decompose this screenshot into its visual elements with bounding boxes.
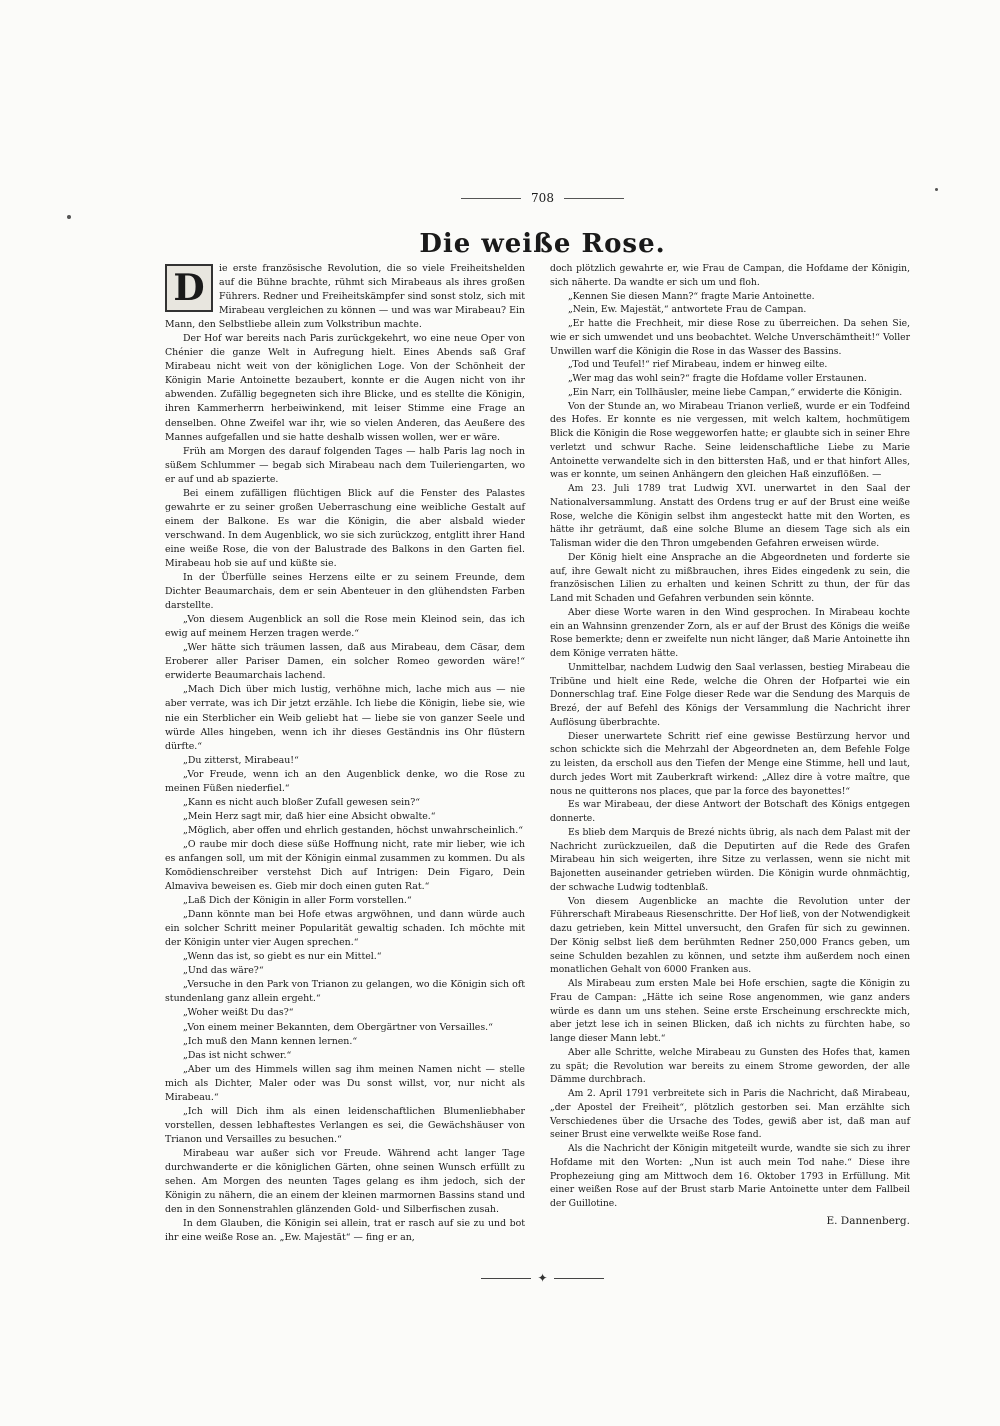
left-column [165, 262, 525, 1245]
paragraph [165, 683, 525, 753]
drop-cap-initial: D [165, 264, 213, 312]
paragraph [165, 1063, 525, 1105]
paragraph-text: Am 2. April 1791 verbreitete sich in Paris die Nachricht, daß Mirabeau, „der Apostel der Freiheit“, plötzlich gestorben sei. Man erzählte sich Verschiedenes über die Ursache des Todes, gewiß aber ist, daß man auf seiner Brust eine verwelkte weiße Rose fand. [550, 1088, 910, 1141]
paragraph-text: „Tod und Teufel!“ rief Mirabeau, indem er hinweg eilte. [568, 359, 828, 371]
paragraph-text: ie erste französische Revolution, die so viele Freiheitshelden auf die Bühne brachte, rühmt sich Mirabeaus als ihres großen Führers. Redner und Freiheitskämpfer sind sonst stolz, sich mit Mirabeau vergleichen zu können — und was war Mirabeau? Ein Mann, den Selbstliebe allein zum Volkstribun machte. [165, 263, 525, 331]
paragraph-text: „Vor Freude, wenn ich an den Augenblick denke, wo die Rose zu meinen Füßen niederfiel.“ [165, 768, 525, 794]
paragraph-text: „Ein Narr, ein Tollhäusler, meine liebe Campan,“ erwiderte die Königin. [568, 386, 903, 398]
paragraph [165, 487, 525, 571]
paragraph-text: Als Mirabeau zum ersten Male bei Hofe erschien, sagte die Königin zu Frau de Campan: „Hätte ich seine Rose angenommen, wie ganz anders würde es dann um uns stehen. Seine erste Erscheinung erschreckte mich, aber jetzt lese ich in seinen Blicken, daß ich nichts zu fürchten habe, so lange dieser Mann lebt.“ [550, 978, 910, 1044]
paragraph [165, 838, 525, 894]
scan-speck [67, 215, 71, 219]
paragraph-text: Der König hielt eine Ansprache an die Abgeordneten und forderte sie auf, ihre Gewalt nicht zu mißbrauchen, ihres Eides eingedenk zu sein, die französischen Lilien zu erhalten und keinen Schritt zu thun, der für das Land mit Schaden und Gefahren verbunden sein könnte. [550, 551, 910, 604]
paragraph [165, 768, 525, 796]
paragraph [550, 895, 910, 978]
paragraph [550, 400, 910, 483]
paragraph-text: „Versuche in den Park von Trianon zu gelangen, wo die Königin sich oft stundenlang ganz allein ergeht.“ [165, 979, 525, 1005]
paragraph [550, 262, 910, 290]
paragraph-text: „Er hatte die Frechheit, mir diese Rose zu überreichen. Da sehen Sie, wie er sich umwendet und uns beobachtet. Welche Unverschämtheit!“ Voller Unwillen warf die Königin die Rose in das Wasser des Bassins. [550, 318, 910, 357]
paragraph [550, 372, 910, 386]
paragraph-text: Mirabeau war außer sich vor Freude. Während acht langer Tage durchwanderte er die königlichen Gärten, ohne seinen Wunsch erfüllt zu sehen. Am Morgen des neunten Tages gelang es ihm jedoch, sich der Königin zu nähern, die an einem der kleinen marmornen Bassins stand und den in den Sonnenstrahlen glänzenden Gold- und Silberfischen zusah. [165, 1147, 525, 1216]
paragraph-text: „O raube mir doch diese süße Hoffnung nicht, rate mir lieber, wie ich es anfangen soll, um mit der Königin einmal zusammen zu kommen. Du als Komödienschreiber verstehst Dich auf Intrigen: Dein Figaro, Dein Almaviva beweisen es. Gieb mir doch einen guten Rat.“ [165, 838, 525, 893]
paragraph-text: Unmittelbar, nachdem Ludwig den Saal verlassen, bestieg Mirabeau die Tribüne und hielt eine Rede, welche die Ohren der Hofpartei wie ein Donnerschlag traf. Eine Folge dieser Rede war die Sendung des Marquis de Brezé, der auf Befehl des Königs der Versammlung die Nachricht ihrer Auflösung überbrachte. [550, 661, 910, 728]
paragraph [550, 977, 910, 1046]
paragraph [165, 1049, 525, 1063]
paragraph [165, 796, 525, 810]
paragraph-text: „Mein Herz sagt mir, daß hier eine Absicht obwalte.“ [183, 810, 436, 822]
paragraph-text: „Wer mag das wohl sein?“ fragte die Hofdame voller Erstaunen. [568, 373, 867, 384]
paragraph [550, 317, 910, 358]
paragraph-text: „Ich muß den Mann kennen lernen.“ [183, 1035, 358, 1047]
paragraph [165, 1217, 525, 1245]
paragraph [550, 482, 910, 551]
paragraph [165, 950, 525, 964]
paragraph [550, 730, 910, 799]
paragraph-text: „Woher weißt Du das?“ [183, 1007, 294, 1019]
paragraph-text: „Ich will Dich ihm als einen leidenschaftlichen Blumenliebhaber vorstellen, dessen lebhaftestes Verlangen es sei, die Gewächshäuser von Trianon und Versailles zu besuchen.“ [165, 1105, 525, 1145]
paragraph [550, 1087, 910, 1142]
paragraph-text: Es blieb dem Marquis de Brezé nichts übrig, als nach dem Palast mit der Nachricht zurückzueilen, daß die Deputirten auf die Rede des Grafen Mirabeau hin sich weigerten, ihre Sitze zu verlassen, wenn sie nicht mit Bajonetten auseinander getrieben würden. Die Königin wurde ohnmächtig, der schwache Ludwig todtenblaß. [550, 826, 910, 893]
paragraph [165, 613, 525, 641]
paragraph [165, 571, 525, 613]
paragraph [165, 978, 525, 1006]
paragraph-text: In dem Glauben, die Königin sei allein, trat er rasch auf sie zu und bot ihr eine weiße Rose an. „Ew. Majestät“ — fing er an, [165, 1218, 525, 1244]
paragraph-text: Dieser unerwartete Schritt rief eine gewisse Bestürzung hervor und schon schickte sich die Mehrzahl der Abgeordneten an, dem Befehle Folge zu leisten, da erscholl aus den Tiefen der Menge eine Stimme, hell und laut, durch jedes Wort mit Zauberkraft wirkend: „Allez dire à votre maître, que nous ne quitterons nos places, que par la force des bayonettes!“ [550, 730, 910, 797]
paragraph-text: „Du zitterst, Mirabeau!“ [183, 754, 299, 766]
paragraph [165, 824, 525, 838]
paragraph-text: Der Hof war bereits nach Paris zurückgekehrt, wo eine neue Oper von Chénier die ganze Welt in Aufregung hielt. Eines Abends saß Graf Mirabeau nicht weit von der königlichen Loge. Von der Schönheit der Königin Marie Antoinette bezaubert, konnte er die Augen nicht von ihr abwenden. Zufällig begegneten sich ihre Blicke, und es stellte die Königin, ihren Kammerherrn herbeiwinkend, mit leiser Stimme eine Frage an denselben. Ohne Zweifel war ihr, wie so vielen Anderen, das Aeußere des Mannes aufgefallen und sie hatte deshalb wissen wollen, wer er wäre. [165, 333, 525, 443]
paragraph [165, 1035, 525, 1049]
paragraph-text: Von diesem Augenblicke an machte die Revolution unter der Führerschaft Mirabeaus Riesenschritte. Der Hof ließ, von der Notwendigkeit dazu getrieben, kein Mittel unversucht, den Grafen für sich zu gewinnen. Der König selbst ließ dem berühmten Redner 250,000 Francs geben, um seine Schulden bezahlen zu können, und setzte ihm außerdem noch einen monatlichen Gehalt von 6000 Franken aus. [550, 895, 910, 976]
paragraph-text: „Wenn das ist, so giebt es nur ein Mittel.“ [183, 951, 382, 963]
paragraph-text: „Und das wäre?“ [183, 965, 264, 977]
paragraph-text: „Möglich, aber offen und ehrlich gestanden, höchst unwahrscheinlich.“ [183, 824, 523, 836]
paragraph-text: „Wer hätte sich träumen lassen, daß aus Mirabeau, dem Cäsar, dem Eroberer aller Pariser Damen, ein solcher Romeo geworden wäre!“ erwiderte Beaumarchais lachend. [165, 642, 525, 682]
paragraph-text: Bei einem zufälligen flüchtigen Blick auf die Fenster des Palastes gewahrte er zu seiner großen Ueberraschung eine weibliche Gestalt auf einem der Balkone. Es war die Königin, die aber alsbald wieder verschwand. In dem Augenblick, wo sie sich zurückzog, entglitt ihrer Hand eine weiße Rose, die von der Balustrade des Balkons in den Garten fiel. Mirabeau hob sie auf und küßte sie. [165, 487, 525, 569]
right-column [550, 262, 910, 1229]
paragraph [165, 908, 525, 950]
paragraph-text: „Von diesem Augenblick an soll die Rose mein Kleinod sein, das ich ewig auf meinem Herzen tragen werde.“ [165, 614, 525, 640]
end-ornament: ✦ [165, 1271, 920, 1285]
page-number: 708 [165, 190, 920, 206]
paragraph-text: Aber alle Schritte, welche Mirabeau zu Gunsten des Hofes that, kamen zu spät; die Revolution war bereits zu einem Strome geworden, der alle Dämme durchbrach. [550, 1046, 910, 1086]
paragraph [550, 386, 910, 400]
paragraph-text: Es war Mirabeau, der diese Antwort der Botschaft des Königs entgegen donnerte. [550, 799, 910, 824]
paragraph [165, 964, 525, 978]
paragraph [550, 1142, 910, 1211]
paragraph [165, 445, 525, 487]
paragraph-text: doch plötzlich gewahrte er, wie Frau de Campan, die Hofdame der Königin, sich näherte. Da wandte er sich um und floh. [550, 263, 910, 288]
paragraph-text: „Dann könnte man bei Hofe etwas argwöhnen, und dann würde auch ein solcher Schritt meiner Popularität gewaltig schaden. Ich möchte mit der Königin unter vier Augen sprechen.“ [165, 909, 525, 949]
paragraph [550, 798, 910, 826]
paragraph-text: Aber diese Worte waren in den Wind gesprochen. In Mirabeau kochte ein an Wahnsinn grenzender Zorn, als er auf der Brust des Königs die weiße Rose bemerkte; denn er zweifelte nun nicht länger, daß Marie Antoinette ihn dem Könige verraten hätte. [550, 606, 910, 659]
paragraph-text: „Aber um des Himmels willen sag ihm meinen Namen nicht — stelle mich als Dichter, Maler oder was Du sonst willst, vor, nur nicht als Mirabeau.“ [165, 1063, 525, 1103]
paragraph [165, 754, 525, 768]
paragraph [550, 606, 910, 661]
paragraph [165, 894, 525, 908]
scan-speck [935, 188, 938, 191]
paragraph [165, 1006, 525, 1020]
paragraph [165, 810, 525, 824]
paragraph [165, 1105, 525, 1147]
paragraph-text: Früh am Morgen des darauf folgenden Tages — halb Paris lag noch in süßem Schlummer — begab sich Mirabeau nach dem Tuileriengarten, wo er auf und ab spazierte. [165, 445, 525, 485]
paragraph [550, 358, 910, 372]
paragraph [165, 262, 525, 332]
paragraph [165, 1147, 525, 1217]
author-signature: E. Dannenberg. [826, 1214, 910, 1227]
paragraph [165, 641, 525, 683]
paragraph-text: „Von einem meiner Bekannten, dem Obergärtner von Versailles.“ [183, 1021, 493, 1033]
paragraph-text: „Kennen Sie diesen Mann?“ fragte Marie Antoinette. [568, 290, 815, 302]
paragraph [550, 290, 910, 304]
paragraph [165, 332, 525, 444]
paragraph [550, 1046, 910, 1087]
article-title: Die weiße Rose. [419, 229, 666, 259]
paragraph [550, 661, 910, 730]
paragraph-text: „Das ist nicht schwer.“ [183, 1049, 292, 1061]
paragraph [165, 1021, 525, 1035]
paragraph [550, 303, 910, 317]
paragraph [550, 826, 910, 895]
paragraph [550, 551, 910, 606]
paragraph-text: Am 23. Juli 1789 trat Ludwig XVI. unerwartet in den Saal der Nationalversammlung. Anstatt des Ordens trug er auf der Brust eine weiße Rose, welche die Königin selbst ihm angesteckt hatte mit den Worten, es hätte ihr geträumt, daß eine solche Blume an diesem Tage sich als ein Talisman wider die den Thron umgebenden Gefahren erweisen würde. [550, 483, 910, 549]
paragraph-text: In der Überfülle seines Herzens eilte er zu seinem Freunde, dem Dichter Beaumarchais, dem er sein Abenteuer in den glühendsten Farben darstellte. [165, 572, 525, 612]
paragraph-text: Als die Nachricht der Königin mitgeteilt wurde, wandte sie sich zu ihrer Hofdame mit den Worten: „Nun ist auch mein Tod nahe.“ Diese ihre Prophezeiung ging am Mittwoch dem 16. Oktober 1793 in Erfüllung. Mit einer weißen Rose auf der Brust starb Marie Antoinette unter dem Fallbeil der Guillotine. [550, 1143, 910, 1209]
paragraph-text: „Kann es nicht auch bloßer Zufall gewesen sein?“ [183, 796, 421, 808]
paragraph-text: „Laß Dich der Königin in aller Form vorstellen.“ [183, 895, 412, 907]
paragraph-text: „Nein, Ew. Majestät,“ antwortete Frau de Campan. [568, 304, 807, 316]
document-page [165, 190, 920, 1300]
paragraph-text: Von der Stunde an, wo Mirabeau Trianon verließ, wurde er ein Todfeind des Hofes. Er konnte es nie vergessen, mit welch kaltem, hochmütigem Blick die Königin die Rose weggeworfen hatte; er glaubte sich in seiner Ehre verletzt und schwur Rache. Seine leidenschaftliche Liebe zu Marie Antoinette verwandelte sich in den bittersten Haß, und er that hinfort Alles, was er konnte, um seinen Anhängern den gleichen Haß einzuflößen. — [550, 400, 910, 481]
paragraph-text: „Mach Dich über mich lustig, verhöhne mich, lache mich aus — nie aber verrate, was ich Dir jetzt erzähle. Ich liebe die Königin, liebe sie, wie nie ein Sterblicher ein Weib geliebt hat — liebe sie von ganzer Seele und würde Alles hingeben, wenn ich ihr dieses Geständnis ins Ohr flüstern dürfte.“ [165, 684, 525, 752]
